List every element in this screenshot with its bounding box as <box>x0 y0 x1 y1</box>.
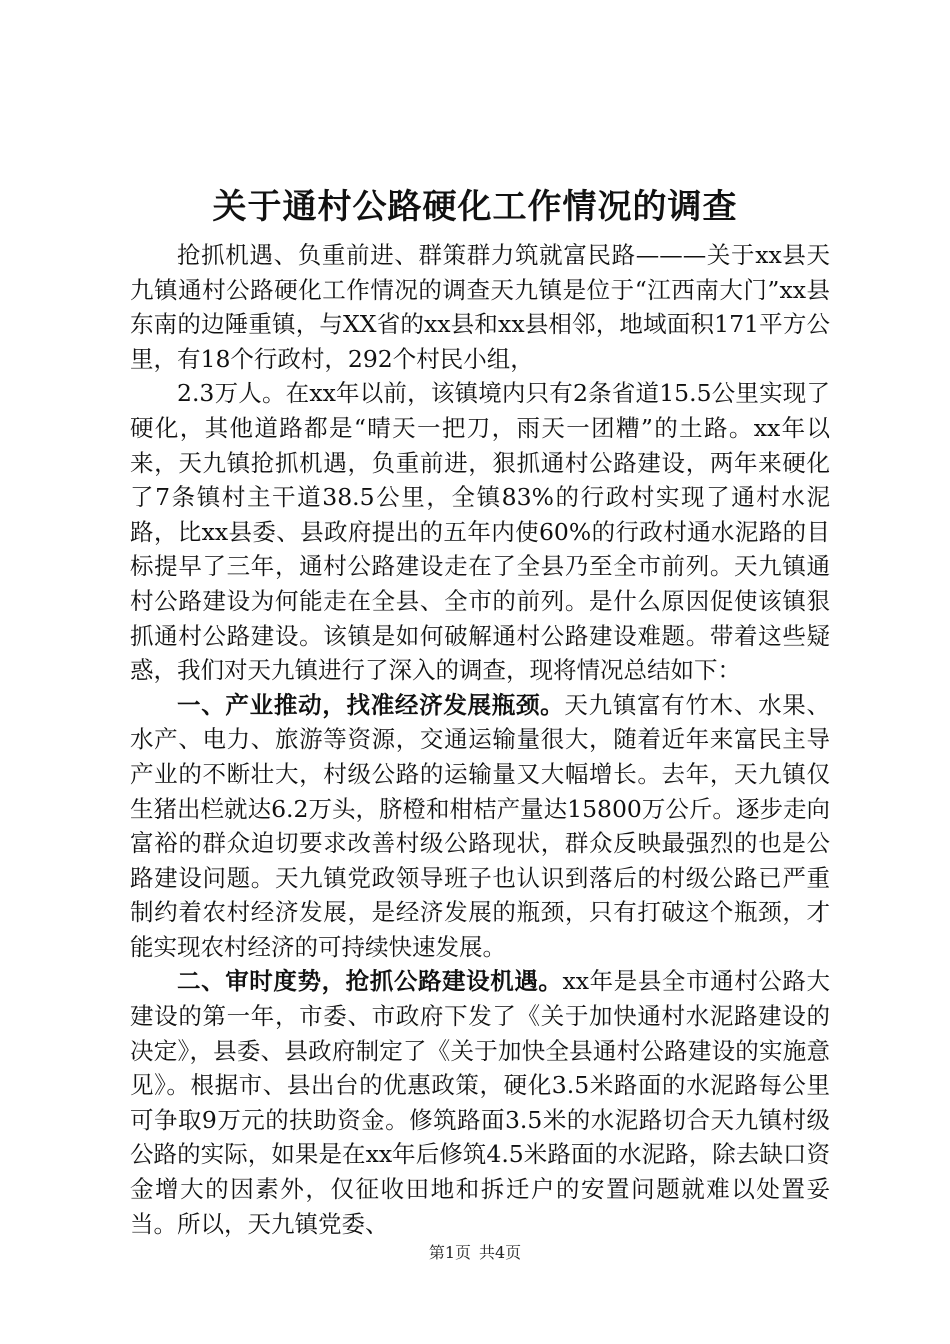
page-total: 共4页 <box>479 1243 522 1262</box>
paragraph-text: xx年是县全市通村公路大建设的第一年，市委、市政府下发了《关于加快通村水泥路建设的决定》，县委、县政府制定了《关于加快全县通村公路建设的实施意见》。根据市、县出台的优惠政策，硬化3.5米路面的水泥路每公里可争取9万元的扶助资金。修筑路面3.5米的水泥路切合天九镇村级公路的实际，如果是在xx年后修筑4.5米路面的水泥路，除去缺口资金增大的因素外，仅征收田地和拆迁户的安置问题就难以处置妥当。所以，天九镇党委、 <box>130 967 830 1238</box>
paragraph-section-1 <box>130 688 830 965</box>
paragraph-background <box>130 376 830 687</box>
page-footer <box>0 1242 950 1264</box>
paragraph-section-2 <box>130 964 830 1241</box>
page-number: 第1页 <box>428 1243 471 1262</box>
paragraph-intro <box>130 238 830 376</box>
paragraph-text: 抢抓机遇、负重前进、群策群力筑就富民路———关于xx县天九镇通村公路硬化工作情况的调查天九镇是位于“江西南大门”xx县东南的边陲重镇，与XX省的xx县和xx县相邻，地域面积171平方公里，有18个行政村，292个村民小组， <box>130 241 830 373</box>
document-body <box>130 238 830 1241</box>
section-heading: 二、审时度势，抢抓公路建设机遇。 <box>177 967 563 996</box>
document-title: 关于通村公路硬化工作情况的调查 <box>212 187 738 227</box>
section-heading: 一、产业推动，找准经济发展瓶颈。 <box>177 690 565 719</box>
paragraph-text: 2.3万人。在xx年以前，该镇境内只有2条省道15.5公里实现了硬化，其他道路都是“晴天一把刀，雨天一团糟”的土路。xx年以来，天九镇抢抓机遇，负重前进，狠抓通村公路建设，两年来硬化了7条镇村主干道38.5公里，全镇83%的行政村实现了通村水泥路，比xx县委、县政府提出的五年内使60%的行政村通水泥路的目标提早了三年，通村公路建设走在了全县乃至全市前列。天九镇通村公路建设为何能走在全县、全市的前列。是什么原因促使该镇狠抓通村公路建设。该镇是如何破解通村公路建设难题。带着这些疑惑，我们对天九镇进行了深入的调查，现将情况总结如下： <box>130 379 830 685</box>
paragraph-text: 天九镇富有竹木、水果、水产、电力、旅游等资源，交通运输量很大，随着近年来富民主导产业的不断壮大，村级公路的运输量又大幅增长。去年，天九镇仅生猪出栏就达6.2万头，脐橙和柑桔产量达15800万公斤。逐步走向富裕的群众迫切要求改善村级公路现状，群众反映最强烈的也是公路建设问题。天九镇党政领导班子也认识到落后的村级公路已严重制约着农村经济发展，是经济发展的瓶颈，只有打破这个瓶颈，才能实现农村经济的可持续快速发展。 <box>130 690 831 961</box>
